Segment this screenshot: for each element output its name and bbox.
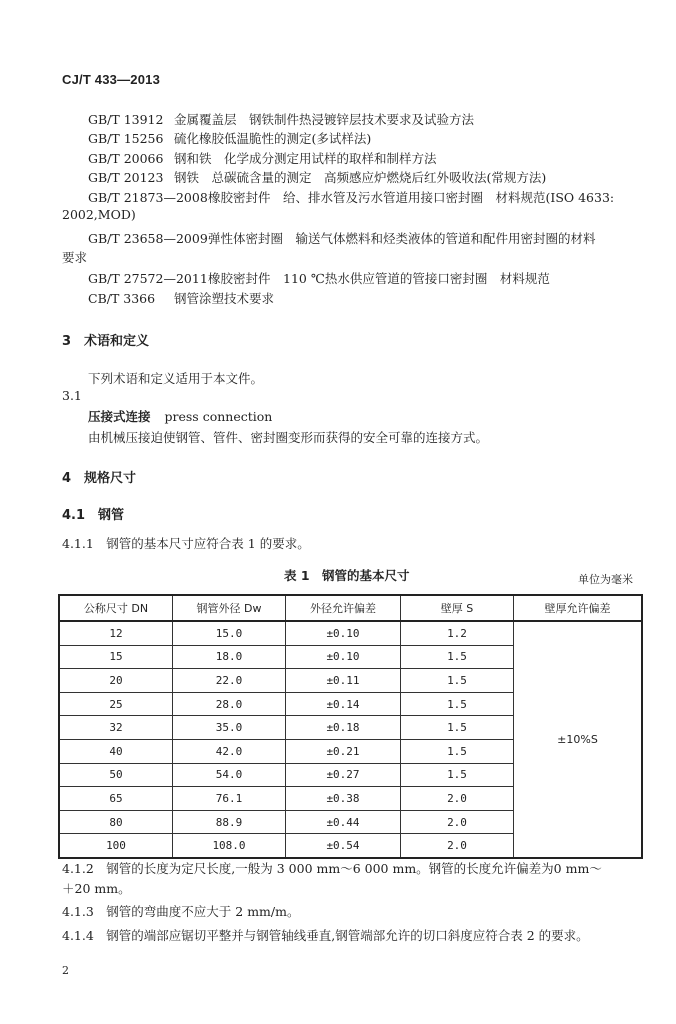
clause-number: 3.1	[62, 388, 82, 403]
reference-code: GB/T 21873—2008	[88, 190, 208, 205]
reference-title: 钢管涂塑技术要求	[174, 291, 275, 306]
table-header-cell: 外径允许偏差	[286, 595, 401, 621]
reference-title: 金属覆盖层 钢铁制件热浸镀锌层技术要求及试验方法	[174, 112, 475, 127]
table-cell: ±0.38	[286, 787, 401, 811]
table-cell: ±0.18	[286, 716, 401, 740]
table-header-cell: 钢管外径 Dw	[173, 595, 286, 621]
reference-item	[88, 229, 596, 247]
table-cell: 18.0	[173, 645, 286, 669]
section-heading: 3 术语和定义	[62, 334, 150, 349]
table-cell: 1.5	[401, 669, 514, 693]
reference-item	[88, 289, 274, 307]
table-cell: 20	[59, 669, 173, 693]
term-entry	[88, 407, 272, 425]
section-intro: 下列术语和定义适用于本文件。	[88, 371, 264, 386]
table-cell: 54.0	[173, 763, 286, 787]
reference-continuation: 要求	[62, 250, 88, 265]
table-cell: 15	[59, 645, 173, 669]
table-cell: 1.2	[401, 621, 514, 645]
table-cell: ±0.27	[286, 763, 401, 787]
table-cell: 1.5	[401, 739, 514, 763]
term-definition: 由机械压接迫使钢管、管件、密封圈变形而获得的安全可靠的连接方式。	[88, 430, 489, 445]
page-number: 2	[62, 964, 69, 977]
clause-continuation: ＋20 mm。	[62, 881, 131, 896]
table-cell: 2.0	[401, 834, 514, 858]
table-cell: 2.0	[401, 810, 514, 834]
term-english: press connection	[164, 409, 273, 424]
table-cell: 1.5	[401, 692, 514, 716]
reference-item	[88, 110, 474, 128]
table-unit: 单位为毫米	[578, 573, 633, 586]
table-row	[59, 621, 642, 645]
reference-code: GB/T 23658—2009	[88, 231, 208, 246]
reference-item	[88, 168, 546, 186]
reference-code: GB/T 15256	[88, 131, 164, 146]
document-header: CJ/T 433—2013	[62, 72, 160, 87]
reference-title: 橡胶密封件 给、排水管及污水管道用接口密封圈 材料规范(ISO 4633:	[208, 190, 615, 205]
reference-title: 弹性体密封圈 输送气体燃料和烃类液体的管道和配件用密封圈的材料	[208, 231, 596, 246]
reference-code: GB/T 20066	[88, 151, 164, 166]
reference-item	[88, 269, 550, 287]
reference-code: CB/T 3366	[88, 291, 156, 306]
reference-code: GB/T 27572—2011	[88, 271, 208, 286]
table-cell: 88.9	[173, 810, 286, 834]
reference-code: GB/T 20123	[88, 170, 164, 185]
table-cell: 28.0	[173, 692, 286, 716]
table-cell: ±0.14	[286, 692, 401, 716]
reference-continuation: 2002,MOD)	[62, 207, 136, 222]
reference-code: GB/T 13912	[88, 112, 164, 127]
table-cell: 50	[59, 763, 173, 787]
reference-item	[88, 149, 437, 167]
steel-pipe-dimensions-table	[58, 594, 643, 859]
table-cell: 1.5	[401, 716, 514, 740]
table-cell: 35.0	[173, 716, 286, 740]
table-header-row	[59, 595, 642, 621]
section-heading: 4 规格尺寸	[62, 471, 137, 486]
table-cell: 2.0	[401, 787, 514, 811]
clause-text: 4.1.1 钢管的基本尺寸应符合表 1 的要求。	[62, 536, 310, 551]
reference-title: 钢铁 总碳硫含量的测定 高频感应炉燃烧后红外吸收法(常规方法)	[174, 170, 547, 185]
table-cell: 65	[59, 787, 173, 811]
table-cell: 1.5	[401, 763, 514, 787]
table-cell: ±0.10	[286, 621, 401, 645]
reference-item	[88, 188, 614, 206]
table-cell: 25	[59, 692, 173, 716]
table-header-cell: 公称尺寸 DN	[59, 595, 173, 621]
table-cell: 12	[59, 621, 173, 645]
table-cell: 32	[59, 716, 173, 740]
table-cell: ±0.10	[286, 645, 401, 669]
table-cell: 40	[59, 739, 173, 763]
table-cell: 76.1	[173, 787, 286, 811]
table-cell: 1.5	[401, 645, 514, 669]
reference-title: 硫化橡胶低温脆性的测定(多试样法)	[174, 131, 372, 146]
clause-text: 4.1.2 钢管的长度为定尺长度,一般为 3 000 mm～6 000 mm。钢管的长度允许偏差为0 mm～	[62, 861, 602, 876]
reference-title: 橡胶密封件 110 ℃热水供应管道的管接口密封圈 材料规范	[208, 271, 550, 286]
reference-title: 钢和铁 化学成分测定用试样的取样和制样方法	[174, 151, 437, 166]
table-cell: 22.0	[173, 669, 286, 693]
table-cell: 80	[59, 810, 173, 834]
table-header-cell: 壁厚允许偏差	[514, 595, 643, 621]
table-cell: ±0.44	[286, 810, 401, 834]
clause-text: 4.1.3 钢管的弯曲度不应大于 2 mm/m。	[62, 904, 300, 919]
table-caption: 表 1 钢管的基本尺寸	[284, 568, 410, 583]
table-cell: 42.0	[173, 739, 286, 763]
table-cell: ±0.54	[286, 834, 401, 858]
reference-item	[88, 129, 371, 147]
table-cell: 15.0	[173, 621, 286, 645]
term-chinese: 压接式连接	[88, 409, 151, 424]
table-cell: ±0.11	[286, 669, 401, 693]
table-cell: 100	[59, 834, 173, 858]
table-header-cell: 壁厚 S	[401, 595, 514, 621]
clause-text: 4.1.4 钢管的端部应锯切平整并与钢管轴线垂直,钢管端部允许的切口斜度应符合表 2 的要求。	[62, 928, 589, 943]
subsection-heading: 4.1 钢管	[62, 508, 125, 523]
table-cell: 108.0	[173, 834, 286, 858]
wall-thickness-tolerance-cell: ±10%S	[514, 621, 643, 858]
table-cell: ±0.21	[286, 739, 401, 763]
